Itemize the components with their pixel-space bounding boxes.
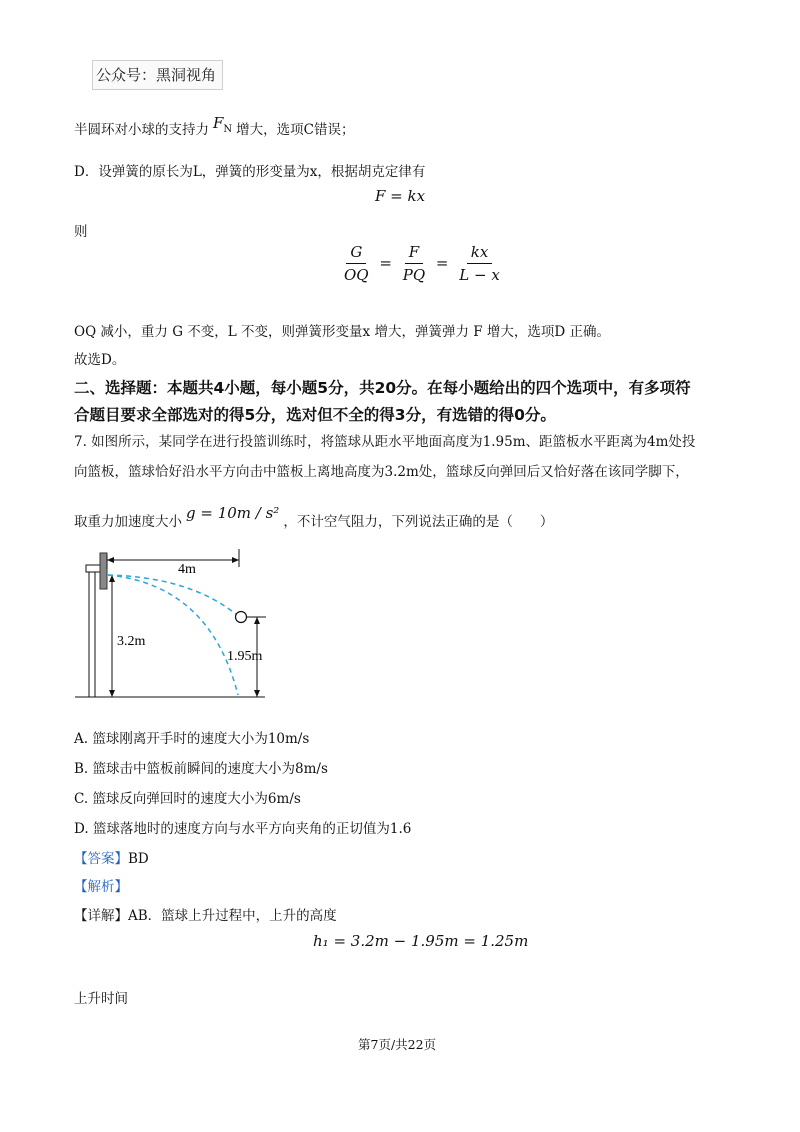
basketball-icon (236, 612, 247, 623)
option-b: B. 篮球击中篮板前瞬间的速度大小为8m/s (74, 761, 328, 777)
text-line-1: 半圆环对小球的支持力 FN 增大，选项C错误； (74, 114, 355, 138)
force-symbol: F (213, 114, 224, 132)
rise-time-label: 上升时间 (74, 991, 128, 1007)
basketball-figure (70, 545, 280, 700)
page-footer: 第7页/共22页 (358, 1037, 437, 1052)
detail-tag: 【详解】 (74, 908, 128, 924)
answer-tag: 【答案】 (74, 851, 128, 867)
question-line-3: 取重力加速度大小 g = 10m / s² ，不计空气阻力，下列说法正确的是（ ） (74, 504, 554, 530)
text-line-5: 故选D。 (74, 352, 126, 368)
analysis-tag: 【解析】 (74, 879, 128, 895)
option-c: C. 篮球反向弹回时的速度大小为6m/s (74, 791, 301, 807)
equation-hooke: F = kx (375, 187, 426, 205)
bracket (86, 565, 100, 572)
equation-ratio: $\frac{G}{OQ}$ = $\frac{F}{PQ}$ = $\frac{kx}{L - x}$ (344, 243, 500, 284)
text-line-3: 则 (74, 224, 88, 240)
option-a: A. 篮球刚离开手时的速度大小为10m/s (74, 731, 310, 747)
watermark: 公众号：黑洞视角 (92, 60, 223, 90)
answer-line (74, 847, 149, 867)
label-195m: 1.95m (227, 649, 263, 664)
question-line-1: 7. 如图所示，某同学在进行投篮训练时，将篮球从距水平地面高度为1.95m、距篮板水平距离为4m处投 (74, 434, 696, 450)
text-line-2: D．设弹簧的原长为L，弹簧的形变量为x，根据胡克定律有 (74, 164, 426, 180)
text-line-4: OQ 减小，重力 G 不变，L 不变，则弹簧形变量x 增大，弹簧弹力 F 增大，选项D 正确。 (74, 324, 611, 340)
option-d: D. 篮球落地时的速度方向与水平方向夹角的正切值为1.6 (74, 821, 412, 837)
section-heading-line-2: 合题目要求全部选对的得5分，选对但不全的得3分，有选错的得0分。 (74, 406, 556, 424)
section-heading-line-1: 二、选择题：本题共4小题，每小题5分，共20分。在每小题给出的四个选项中，有多项符 (74, 379, 691, 397)
answer-value: BD (128, 851, 149, 867)
label-32m: 3.2m (117, 634, 146, 649)
question-line-2: 向篮板，篮球恰好沿水平方向击中篮板上离地高度为3.2m处，篮球反向弹回后又恰好落在该同学脚下， (74, 464, 689, 480)
detail-line: 【详解】AB．篮球上升过程中，上升的高度 (74, 908, 337, 924)
backboard (100, 553, 107, 589)
gravity-equation: g = 10m / s² (186, 504, 280, 522)
equation-height: h₁ = 3.2m − 1.95m = 1.25m (313, 932, 529, 950)
label-4m: 4m (178, 562, 196, 577)
